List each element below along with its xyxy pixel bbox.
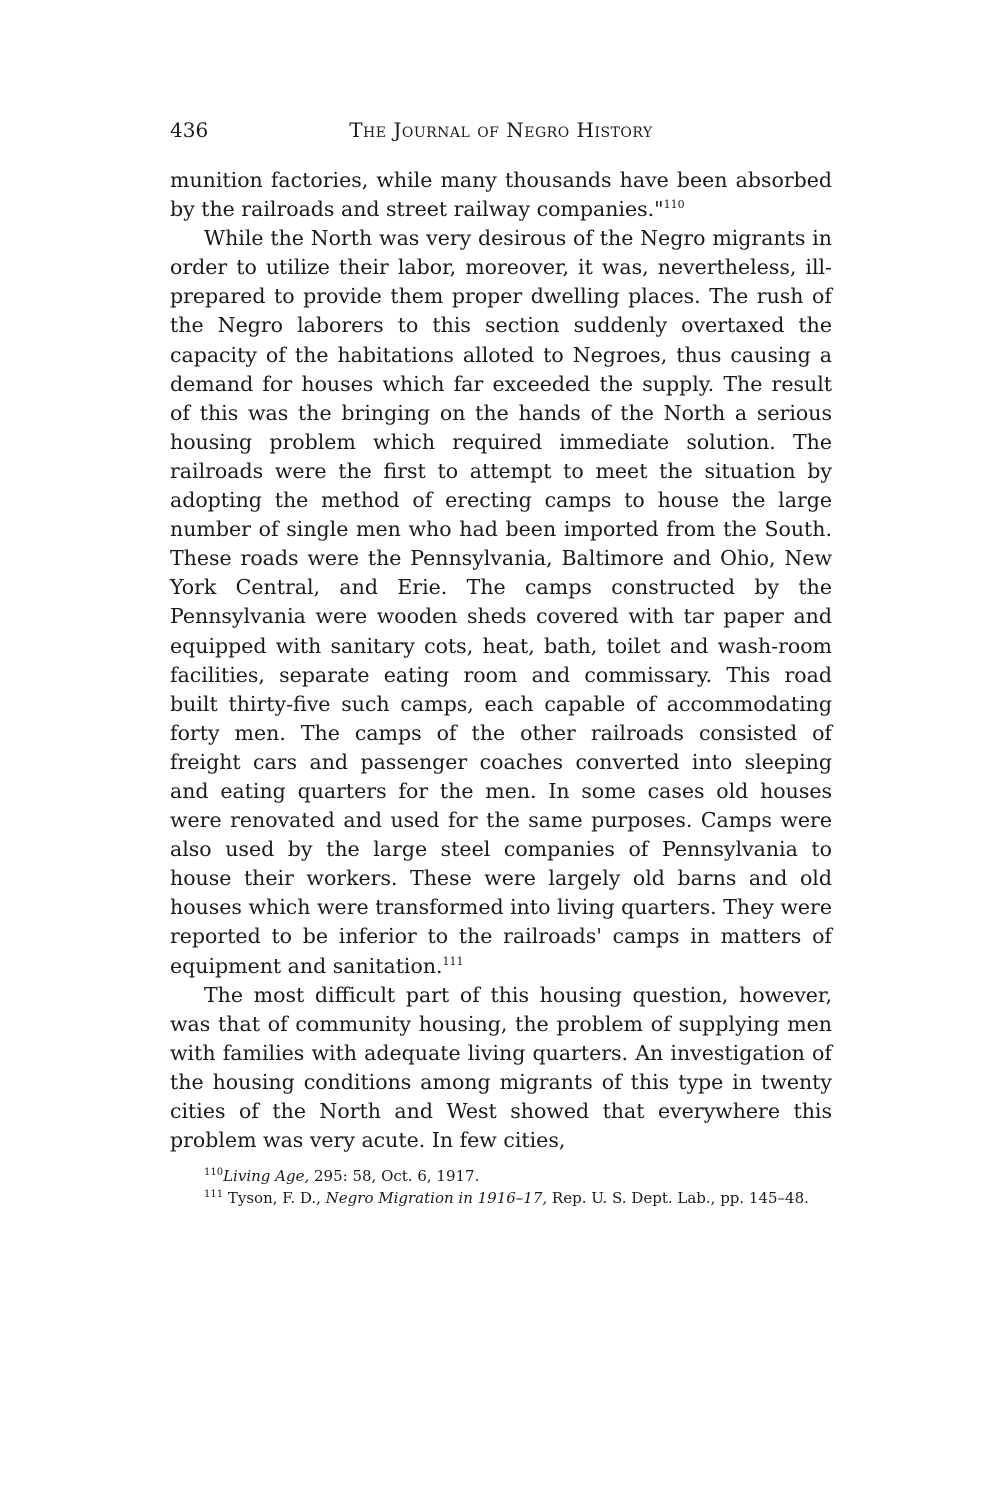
footnote-110-number: 110 xyxy=(204,1167,224,1179)
footnote-111-title: Negro Migration in 1916–17, xyxy=(325,1189,548,1208)
body-text xyxy=(170,166,832,1155)
paragraph-3 xyxy=(170,981,832,1156)
page-header xyxy=(170,112,832,152)
document-page xyxy=(170,112,832,1209)
footnote-110-title: Living Age, xyxy=(223,1167,310,1186)
footnote-111 xyxy=(170,1187,832,1209)
footnote-111-author: Tyson, F. D., xyxy=(223,1189,326,1208)
footnote-111-citation: Rep. U. S. Dept. Lab., pp. 145–48. xyxy=(547,1189,809,1208)
paragraph-2-text: While the North was very desirous of the Negro migrants in order to utilize their labor, moreover, it was, nevertheless, ill-prepared to provide them proper dwelling places. The rush of the Negro laborers to this section suddenly overtaxed the capacity of the habitations alloted to Negroes, thus causing a demand for houses which far exceeded the supply. The result of this was the bringing on the hands of the North a serious housing problem which required immediate solution. The railroads were the first to attempt to meet the situation by adopting the method of erecting camps to house the large number of single men who had been imported from the South. These roads were the Pennsylvania, Baltimore and Ohio, New York Central, and Erie. The camps constructed by the Pennsylvania were wooden sheds covered with tar paper and equipped with sanitary cots, heat, bath, toilet and wash-room facilities, separate eating room and commissary. This road built thirty-five such camps, each capable of accommodating forty men. The camps of the other railroads consisted of freight cars and passenger coaches converted into sleeping and eating quarters for the men. In some cases old houses were renovated and used for the same purposes. Camps were also used by the large steel companies of Pennsylvania to house their workers. These were largely old barns and old houses which were transformed into living quarters. They were reported to be inferior to the railroads' camps in matters of equipment and sanitation. xyxy=(170,226,832,978)
paragraph-3-text: The most difficult part of this housing question, however, was that of community housing, the problem of supplying men with families with adequate living quarters. An investigation of the housing conditions among migrants of this type in twenty cities of the North and West showed that everywhere this problem was very acute. In few cities, xyxy=(170,982,832,1153)
footnote-110 xyxy=(170,1165,832,1187)
page-number: 436 xyxy=(170,118,209,142)
footnote-110-citation: 295: 58, Oct. 6, 1917. xyxy=(309,1167,480,1186)
running-head: The Journal of Negro History xyxy=(349,118,653,142)
footnotes xyxy=(170,1165,832,1209)
paragraph-1 xyxy=(170,166,832,224)
footnote-111-number: 111 xyxy=(204,1189,224,1201)
paragraph-2 xyxy=(170,224,832,980)
footnote-ref-111: 111 xyxy=(442,954,464,968)
paragraph-1-text: munition factories, while many thousands have been absorbed by the railroads and street railway companies." xyxy=(170,168,832,222)
footnote-ref-110: 110 xyxy=(663,198,685,212)
